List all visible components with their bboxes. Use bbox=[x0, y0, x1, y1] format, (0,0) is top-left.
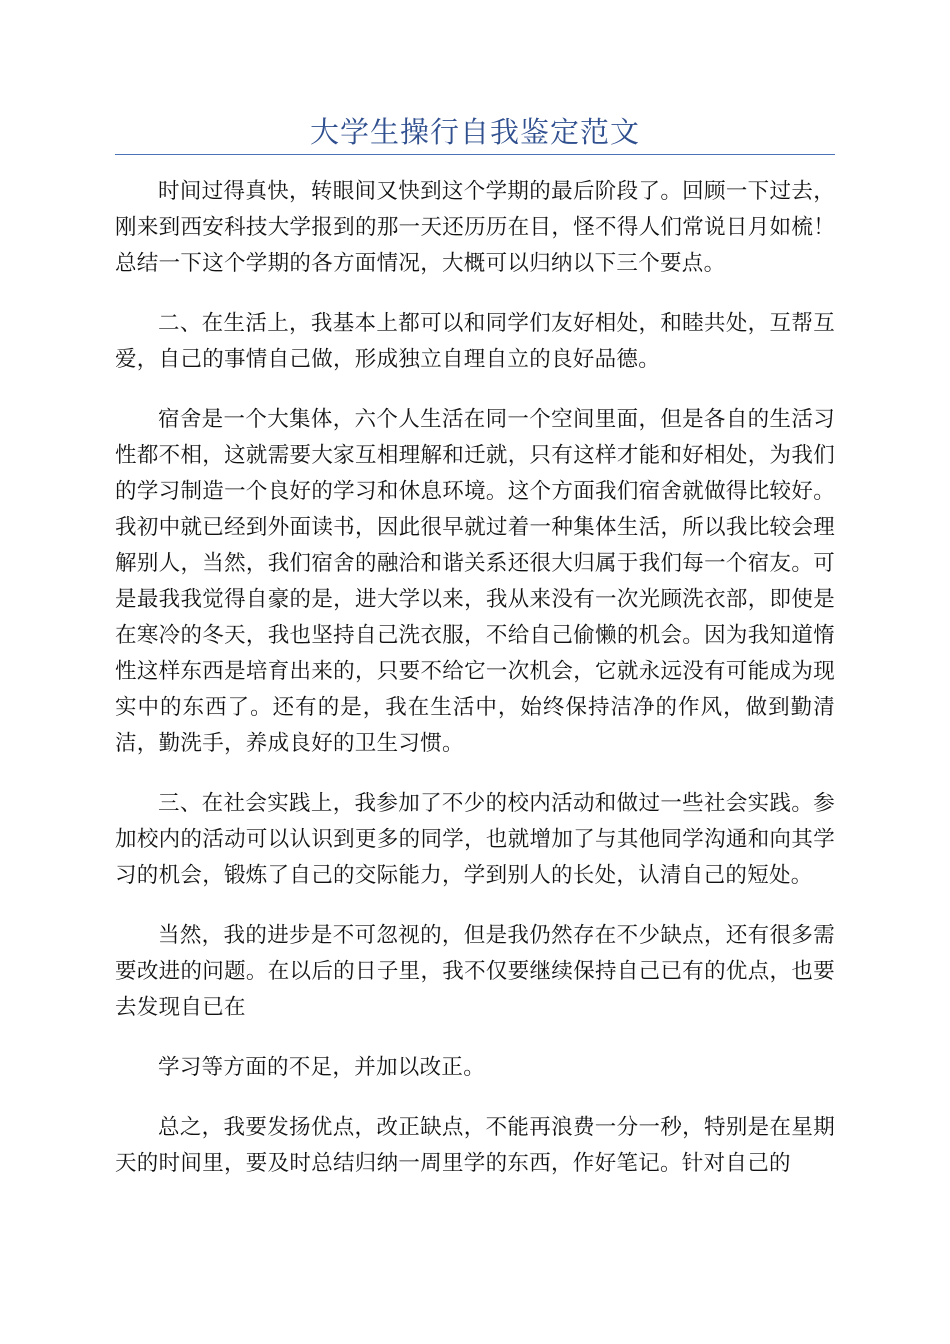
document-title: 大学生操行自我鉴定范文 bbox=[309, 115, 640, 149]
paragraph-shortcomings: 当然，我的进步是不可忽视的，但是我仍然存在不少缺点，还有很多需要改进的问题。在以后的日子里，我不仅要继续保持自己已有的优点，也要去发现自已在 bbox=[115, 923, 835, 1020]
paragraph-study-fix: 学习等方面的不足，并加以改正。 bbox=[158, 1055, 486, 1080]
paragraph-dormitory: 宿舍是一个大集体，六个人生活在同一个空间里面，但是各自的生活习性都不相，这就需要大家互相理解和迁就，只有这样才能和好相处，为我们的学习制造一个良好的学习和休息环境。这个方面我们宿舍就做得比较好。我初中就已经到外面读书，因此很早就过着一种集体生活，所以我比较会理解别人，当然，我们宿舍的融洽和谐关系还很大归属于我们每一个宿友。可是最我我觉得自豪的是，进大学以来，我从来没有一次光顾洗衣部，即使是在寒冷的冬天，我也坚持自己洗衣服，不给自己偷懒的机会。因为我知道惰性这样东西是培育出来的，只要不给它一次机会，它就永远没有可能成为现实中的东西了。还有的是，我在生活中，始终保持洁净的作风，做到勤清洁，勤洗手，养成良好的卫生习惯。 bbox=[115, 407, 835, 756]
title-underline bbox=[115, 154, 835, 155]
document-body bbox=[115, 174, 835, 1206]
paragraph-life: 二、在生活上，我基本上都可以和同学们友好相处，和睦共处，互帮互爱，自己的事情自己做，形成独立自理自立的良好品德。 bbox=[115, 311, 835, 372]
paragraph-intro: 时间过得真快，转眼间又快到这个学期的最后阶段了。回顾一下过去，刚来到西安科技大学报到的那一天还历历在目，怪不得人们常说日月如梳！总结一下这个学期的各方面情况，大概可以归纳以下三个要点。 bbox=[115, 179, 835, 276]
paragraph-social-practice: 三、在社会实践上，我参加了不少的校内活动和做过一些社会实践。参加校内的活动可以认识到更多的同学，也就增加了与其他同学沟通和向其学习的机会，锻炼了自己的交际能力，学到别人的长处，认清自己的短处。 bbox=[115, 791, 835, 888]
paragraph-conclusion: 总之，我要发扬优点，改正缺点，不能再浪费一分一秒，特别是在星期天的时间里，要及时总结归纳一周里学的东西，作好笔记。针对自己的 bbox=[115, 1115, 835, 1176]
